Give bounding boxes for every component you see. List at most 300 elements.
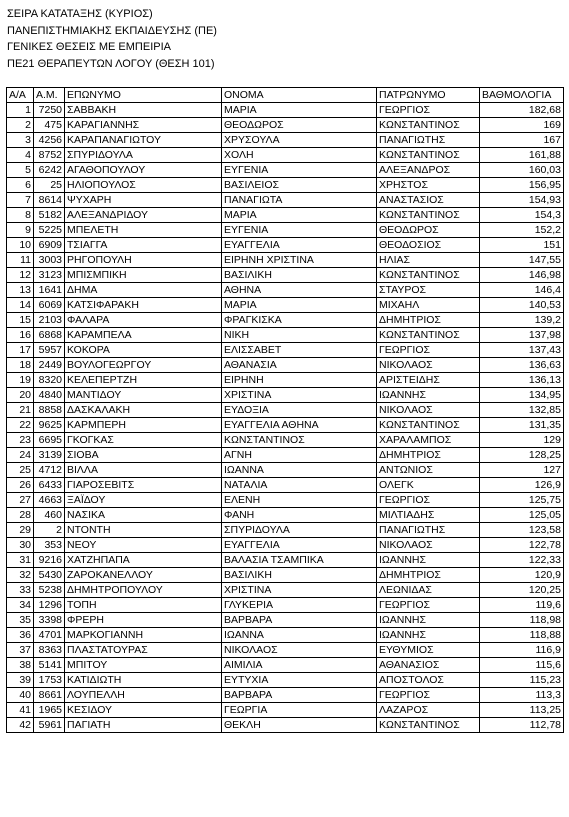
registration-number-cell: 5182 [34, 208, 65, 223]
surname-cell: ΝΤΟΝΤΗ [65, 523, 222, 538]
row-number-cell: 7 [7, 193, 34, 208]
table-header-row [7, 88, 564, 103]
score-cell: 116,9 [480, 643, 564, 658]
score-cell: 140,53 [480, 298, 564, 313]
surname-cell: ΧΑΤΖΗΠΑΠΑ [65, 553, 222, 568]
patronymic-cell: ΓΕΩΡΓΙΟΣ [377, 493, 480, 508]
registration-number-cell: 5430 [34, 568, 65, 583]
patronymic-cell: ΟΛΕΓΚ [377, 478, 480, 493]
row-number-cell: 31 [7, 553, 34, 568]
row-number-cell: 21 [7, 403, 34, 418]
surname-cell: ΔΑΣΚΑΛΑΚΗ [65, 403, 222, 418]
score-cell: 167 [480, 133, 564, 148]
score-cell: 128,25 [480, 448, 564, 463]
first-name-cell: ΕΥΑΓΓΕΛΙΑ ΑΘΗΝΑ [222, 418, 377, 433]
surname-cell: ΛΟΥΠΕΛΛΗ [65, 688, 222, 703]
surname-cell: ΝΑΣΙΚΑ [65, 508, 222, 523]
table-row [7, 553, 564, 568]
table-row [7, 718, 564, 733]
score-cell: 125,05 [480, 508, 564, 523]
first-name-cell: ΙΩΑΝΝΑ [222, 463, 377, 478]
table-row [7, 133, 564, 148]
first-name-cell: ΝΑΤΑΛΙΑ [222, 478, 377, 493]
registration-number-cell: 6069 [34, 298, 65, 313]
registration-number-cell: 2 [34, 523, 65, 538]
registration-number-cell: 5238 [34, 583, 65, 598]
first-name-cell: ΜΑΡΙΑ [222, 208, 377, 223]
row-number-cell: 37 [7, 643, 34, 658]
first-name-cell: ΓΛΥΚΕΡΙΑ [222, 598, 377, 613]
table-row [7, 523, 564, 538]
table-row [7, 418, 564, 433]
patronymic-cell: ΑΛΕΞΑΝΔΡΟΣ [377, 163, 480, 178]
patronymic-cell: ΙΩΑΝΝΗΣ [377, 628, 480, 643]
table-row [7, 658, 564, 673]
score-cell: 120,25 [480, 583, 564, 598]
surname-cell: ΤΣΙΑΓΓΑ [65, 238, 222, 253]
score-cell: 136,63 [480, 358, 564, 373]
surname-cell: ΣΙΟΒΑ [65, 448, 222, 463]
first-name-cell: ΦΡΑΓΚΙΣΚΑ [222, 313, 377, 328]
first-name-cell: ΧΟΛΗ [222, 148, 377, 163]
surname-cell: ΡΗΓΟΠΟΥΛΗ [65, 253, 222, 268]
first-name-cell: ΕΥΓΕΝΙΑ [222, 223, 377, 238]
registration-number-cell: 8858 [34, 403, 65, 418]
first-name-cell: ΕΥΔΟΞΙΑ [222, 403, 377, 418]
row-number-cell: 25 [7, 463, 34, 478]
registration-number-cell: 6909 [34, 238, 65, 253]
score-cell: 147,55 [480, 253, 564, 268]
row-number-cell: 9 [7, 223, 34, 238]
registration-number-cell: 475 [34, 118, 65, 133]
row-number-cell: 38 [7, 658, 34, 673]
table-row [7, 343, 564, 358]
row-number-cell: 39 [7, 673, 34, 688]
surname-cell: ΤΟΠΗ [65, 598, 222, 613]
row-number-cell: 27 [7, 493, 34, 508]
row-number-cell: 22 [7, 418, 34, 433]
patronymic-cell: ΧΡΗΣΤΟΣ [377, 178, 480, 193]
surname-cell: ΨΥΧΑΡΗ [65, 193, 222, 208]
document-header [7, 6, 547, 72]
row-number-cell: 36 [7, 628, 34, 643]
surname-cell: ΔΗΜΑ [65, 283, 222, 298]
registration-number-cell: 9625 [34, 418, 65, 433]
patronymic-cell: ΑΘΑΝΑΣΙΟΣ [377, 658, 480, 673]
first-name-cell: ΕΥΤΥΧΙΑ [222, 673, 377, 688]
patronymic-cell: ΕΥΘΥΜΙΟΣ [377, 643, 480, 658]
score-cell: 123,58 [480, 523, 564, 538]
score-cell: 182,68 [480, 103, 564, 118]
patronymic-cell: ΓΕΩΡΓΙΟΣ [377, 343, 480, 358]
surname-cell: ΞΑΪΔΟΥ [65, 493, 222, 508]
surname-cell: ΚΑΡΜΠΕΡΗ [65, 418, 222, 433]
score-cell: 152,2 [480, 223, 564, 238]
first-name-cell: ΝΙΚΟΛΑΟΣ [222, 643, 377, 658]
first-name-cell: ΒΑΣΙΛΕΙΟΣ [222, 178, 377, 193]
patronymic-cell: ΙΩΑΝΝΗΣ [377, 553, 480, 568]
first-name-cell: ΒΑΛΑΣΙΑ ΤΣΑΜΠΙΚΑ [222, 553, 377, 568]
surname-cell: ΒΙΛΛΑ [65, 463, 222, 478]
score-cell: 160,03 [480, 163, 564, 178]
registration-number-cell: 5225 [34, 223, 65, 238]
patronymic-cell: ΑΡΙΣΤΕΙΔΗΣ [377, 373, 480, 388]
registration-number-cell: 4701 [34, 628, 65, 643]
patronymic-cell: ΠΑΝΑΓΙΩΤΗΣ [377, 133, 480, 148]
registration-number-cell: 8363 [34, 643, 65, 658]
row-number-cell: 19 [7, 373, 34, 388]
patronymic-cell: ΝΙΚΟΛΑΟΣ [377, 403, 480, 418]
row-number-cell: 30 [7, 538, 34, 553]
score-cell: 112,78 [480, 718, 564, 733]
registration-number-cell: 3139 [34, 448, 65, 463]
row-number-cell: 16 [7, 328, 34, 343]
registration-number-cell: 5961 [34, 718, 65, 733]
row-number-cell: 6 [7, 178, 34, 193]
row-number-cell: 14 [7, 298, 34, 313]
table-row [7, 223, 564, 238]
patronymic-cell: ΧΑΡΑΛΑΜΠΟΣ [377, 433, 480, 448]
patronymic-cell: ΔΗΜΗΤΡΙΟΣ [377, 568, 480, 583]
row-number-cell: 35 [7, 613, 34, 628]
table-row [7, 298, 564, 313]
table-row [7, 253, 564, 268]
surname-cell: ΠΑΓΙΑΤΗ [65, 718, 222, 733]
score-cell: 118,88 [480, 628, 564, 643]
surname-cell: ΜΑΡΚΟΓΙΑΝΝΗ [65, 628, 222, 643]
score-cell: 115,6 [480, 658, 564, 673]
score-cell: 122,78 [480, 538, 564, 553]
score-cell: 146,98 [480, 268, 564, 283]
registration-number-cell: 8661 [34, 688, 65, 703]
row-number-cell: 24 [7, 448, 34, 463]
surname-cell: ΔΗΜΗΤΡΟΠΟΥΛΟΥ [65, 583, 222, 598]
registration-number-cell: 1965 [34, 703, 65, 718]
column-header-name: ΟΝΟΜΑ [222, 88, 377, 103]
score-cell: 151 [480, 238, 564, 253]
registration-number-cell: 1641 [34, 283, 65, 298]
first-name-cell: ΘΕΟΔΩΡΟΣ [222, 118, 377, 133]
surname-cell: ΣΠΥΡΙΔΟΥΛΑ [65, 148, 222, 163]
first-name-cell: ΒΑΡΒΑΡΑ [222, 613, 377, 628]
patronymic-cell: ΝΙΚΟΛΑΟΣ [377, 538, 480, 553]
score-cell: 154,3 [480, 208, 564, 223]
registration-number-cell: 6868 [34, 328, 65, 343]
first-name-cell: ΧΡΥΣΟΥΛΑ [222, 133, 377, 148]
row-number-cell: 18 [7, 358, 34, 373]
table-row [7, 448, 564, 463]
surname-cell: ΜΠΕΛΕΤΗ [65, 223, 222, 238]
table-row [7, 688, 564, 703]
registration-number-cell: 5957 [34, 343, 65, 358]
surname-cell: ΚΑΡΑΓΙΑΝΝΗΣ [65, 118, 222, 133]
table-row [7, 118, 564, 133]
patronymic-cell: ΚΩΝΣΤΑΝΤΙΝΟΣ [377, 328, 480, 343]
patronymic-cell: ΠΑΝΑΓΙΩΤΗΣ [377, 523, 480, 538]
first-name-cell: ΠΑΝΑΓΙΩΤΑ [222, 193, 377, 208]
score-cell: 113,25 [480, 703, 564, 718]
patronymic-cell: ΣΤΑΥΡΟΣ [377, 283, 480, 298]
education-level: ΠΑΝΕΠΙΣΤΗΜΙΑΚΗΣ ΕΚΠΑΙΔΕΥΣΗΣ (ΠΕ) [7, 24, 217, 37]
patronymic-cell: ΙΩΑΝΝΗΣ [377, 388, 480, 403]
patronymic-cell: ΓΕΩΡΓΙΟΣ [377, 688, 480, 703]
first-name-cell: ΕΥΑΓΓΕΛΙΑ [222, 538, 377, 553]
first-name-cell: ΑΓΝΗ [222, 448, 377, 463]
table-row [7, 613, 564, 628]
surname-cell: ΓΚΟΓΚΑΣ [65, 433, 222, 448]
patronymic-cell: ΛΑΖΑΡΟΣ [377, 703, 480, 718]
surname-cell: ΚΟΚΟΡΑ [65, 343, 222, 358]
row-number-cell: 17 [7, 343, 34, 358]
patronymic-cell: ΓΕΩΡΓΙΟΣ [377, 598, 480, 613]
ranking-table [6, 87, 564, 733]
surname-cell: ΚΕΛΕΠΕΡΤΖΗ [65, 373, 222, 388]
row-number-cell: 12 [7, 268, 34, 283]
score-cell: 154,93 [480, 193, 564, 208]
registration-number-cell: 2103 [34, 313, 65, 328]
table-row [7, 433, 564, 448]
registration-number-cell: 3003 [34, 253, 65, 268]
surname-cell: ΚΑΡΑΠΑΝΑΓΙΩΤΟΥ [65, 133, 222, 148]
patronymic-cell: ΚΩΝΣΤΑΝΤΙΝΟΣ [377, 418, 480, 433]
surname-cell: ΖΑΡΟΚΑΝΕΛΛΟΥ [65, 568, 222, 583]
patronymic-cell: ΚΩΝΣΤΑΝΤΙΝΟΣ [377, 718, 480, 733]
surname-cell: ΚΑΤΣΙΦΑΡΑΚΗ [65, 298, 222, 313]
table-row [7, 148, 564, 163]
first-name-cell: ΦΑΝΗ [222, 508, 377, 523]
score-cell: 131,35 [480, 418, 564, 433]
table-row [7, 643, 564, 658]
table-body [7, 103, 564, 733]
first-name-cell: ΑΘΗΝΑ [222, 283, 377, 298]
first-name-cell: ΓΕΩΡΓΙΑ [222, 703, 377, 718]
table-row [7, 583, 564, 598]
registration-number-cell: 1296 [34, 598, 65, 613]
row-number-cell: 33 [7, 583, 34, 598]
table-row [7, 163, 564, 178]
registration-number-cell: 25 [34, 178, 65, 193]
row-number-cell: 32 [7, 568, 34, 583]
score-cell: 146,4 [480, 283, 564, 298]
row-number-cell: 8 [7, 208, 34, 223]
registration-number-cell: 8752 [34, 148, 65, 163]
patronymic-cell: ΚΩΝΣΤΑΝΤΙΝΟΣ [377, 268, 480, 283]
row-number-cell: 20 [7, 388, 34, 403]
first-name-cell: ΙΩΑΝΝΑ [222, 628, 377, 643]
score-cell: 161,88 [480, 148, 564, 163]
registration-number-cell: 6695 [34, 433, 65, 448]
registration-number-cell: 1753 [34, 673, 65, 688]
row-number-cell: 5 [7, 163, 34, 178]
score-cell: 126,9 [480, 478, 564, 493]
score-cell: 169 [480, 118, 564, 133]
first-name-cell: ΕΙΡΗΝΗ [222, 373, 377, 388]
first-name-cell: ΕΥΓΕΝΙΑ [222, 163, 377, 178]
patronymic-cell: ΗΛΙΑΣ [377, 253, 480, 268]
surname-cell: ΦΡΕΡΗ [65, 613, 222, 628]
first-name-cell: ΕΛΙΣΣΑΒΕΤ [222, 343, 377, 358]
score-cell: 120,9 [480, 568, 564, 583]
table-row [7, 238, 564, 253]
table-row [7, 568, 564, 583]
first-name-cell: ΜΑΡΙΑ [222, 298, 377, 313]
score-cell: 134,95 [480, 388, 564, 403]
surname-cell: ΚΑΤΙΔΙΩΤΗ [65, 673, 222, 688]
row-number-cell: 26 [7, 478, 34, 493]
patronymic-cell: ΝΙΚΟΛΑΟΣ [377, 358, 480, 373]
first-name-cell: ΕΙΡΗΝΗ ΧΡΙΣΤΙΝΑ [222, 253, 377, 268]
surname-cell: ΚΕΣΙΔΟΥ [65, 703, 222, 718]
column-header-surname: ΕΠΩΝΥΜΟ [65, 88, 222, 103]
table-row [7, 628, 564, 643]
column-header-am: Α.Μ. [34, 88, 65, 103]
first-name-cell: ΧΡΙΣΤΙΝΑ [222, 583, 377, 598]
surname-cell: ΚΑΡΑΜΠΕΛΑ [65, 328, 222, 343]
surname-cell: ΒΟΥΛΟΓΕΩΡΓΟΥ [65, 358, 222, 373]
row-number-cell: 42 [7, 718, 34, 733]
row-number-cell: 28 [7, 508, 34, 523]
first-name-cell: ΣΠΥΡΙΔΟΥΛΑ [222, 523, 377, 538]
registration-number-cell: 4663 [34, 493, 65, 508]
patronymic-cell: ΜΙΛΤΙΑΔΗΣ [377, 508, 480, 523]
first-name-cell: ΑΙΜΙΛΙΑ [222, 658, 377, 673]
position-category: ΓΕΝΙΚΕΣ ΘΕΣΕΙΣ ΜΕ ΕΜΠΕΙΡΙΑ [7, 41, 171, 53]
row-number-cell: 3 [7, 133, 34, 148]
patronymic-cell: ΓΕΩΡΓΙΟΣ [377, 103, 480, 118]
surname-cell: ΝΕΟΥ [65, 538, 222, 553]
row-number-cell: 15 [7, 313, 34, 328]
patronymic-cell: ΛΕΩΝΙΔΑΣ [377, 583, 480, 598]
column-header-score: ΒΑΘΜΟΛΟΓΙΑ [480, 88, 564, 103]
specialty-position: ΠΕ21 ΘΕΡΑΠΕΥΤΩΝ ΛΟΓΟΥ (ΘΕΣΗ 101) [7, 57, 215, 70]
registration-number-cell: 4256 [34, 133, 65, 148]
row-number-cell: 11 [7, 253, 34, 268]
first-name-cell: ΚΩΝΣΤΑΝΤΙΝΟΣ [222, 433, 377, 448]
patronymic-cell: ΑΝΑΣΤΑΣΙΟΣ [377, 193, 480, 208]
table-row [7, 193, 564, 208]
score-cell: 132,85 [480, 403, 564, 418]
patronymic-cell: ΜΙΧΑΗΛ [377, 298, 480, 313]
registration-number-cell: 9216 [34, 553, 65, 568]
row-number-cell: 34 [7, 598, 34, 613]
row-number-cell: 40 [7, 688, 34, 703]
table-row [7, 283, 564, 298]
score-cell: 136,13 [480, 373, 564, 388]
registration-number-cell: 2449 [34, 358, 65, 373]
score-cell: 113,3 [480, 688, 564, 703]
table-row [7, 358, 564, 373]
registration-number-cell: 4840 [34, 388, 65, 403]
score-cell: 137,43 [480, 343, 564, 358]
patronymic-cell: ΘΕΟΔΟΣΙΟΣ [377, 238, 480, 253]
first-name-cell: ΜΑΡΙΑ [222, 103, 377, 118]
surname-cell: ΦΑΛΑΡΑ [65, 313, 222, 328]
patronymic-cell: ΔΗΜΗΤΡΙΟΣ [377, 448, 480, 463]
row-number-cell: 1 [7, 103, 34, 118]
surname-cell: ΠΛΑΣΤΑΤΟΥΡΑΣ [65, 643, 222, 658]
row-number-cell: 41 [7, 703, 34, 718]
registration-number-cell: 5141 [34, 658, 65, 673]
score-cell: 125,75 [480, 493, 564, 508]
surname-cell: ΑΛΕΞΑΝΔΡΙΔΟΥ [65, 208, 222, 223]
row-number-cell: 10 [7, 238, 34, 253]
table-row [7, 313, 564, 328]
table-row [7, 478, 564, 493]
registration-number-cell: 460 [34, 508, 65, 523]
surname-cell: ΜΠΙΤΟΥ [65, 658, 222, 673]
ranking-title: ΣΕΙΡΑ ΚΑΤΑΤΑΞΗΣ (ΚΥΡΙΟΣ) [7, 8, 153, 20]
score-cell: 137,98 [480, 328, 564, 343]
first-name-cell: ΕΛΕΝΗ [222, 493, 377, 508]
registration-number-cell: 4712 [34, 463, 65, 478]
first-name-cell: ΧΡΙΣΤΙΝΑ [222, 388, 377, 403]
score-cell: 119,6 [480, 598, 564, 613]
table-row [7, 388, 564, 403]
surname-cell: ΜΑΝΤΙΔΟΥ [65, 388, 222, 403]
table-row [7, 208, 564, 223]
table-row [7, 403, 564, 418]
patronymic-cell: ΑΝΤΩΝΙΟΣ [377, 463, 480, 478]
score-cell: 118,98 [480, 613, 564, 628]
table-row [7, 673, 564, 688]
score-cell: 129 [480, 433, 564, 448]
first-name-cell: ΘΕΚΛΗ [222, 718, 377, 733]
score-cell: 127 [480, 463, 564, 478]
surname-cell: ΑΓΑΘΟΠΟΥΛΟΥ [65, 163, 222, 178]
table-row [7, 493, 564, 508]
score-cell: 122,33 [480, 553, 564, 568]
column-header-patronymic: ΠΑΤΡΩΝΥΜΟ [377, 88, 480, 103]
registration-number-cell: 6433 [34, 478, 65, 493]
row-number-cell: 4 [7, 148, 34, 163]
first-name-cell: ΒΑΡΒΑΡΑ [222, 688, 377, 703]
table-row [7, 178, 564, 193]
registration-number-cell: 8320 [34, 373, 65, 388]
surname-cell: ΗΛΙΟΠΟΥΛΟΣ [65, 178, 222, 193]
registration-number-cell: 7250 [34, 103, 65, 118]
first-name-cell: ΒΑΣΙΛΙΚΗ [222, 268, 377, 283]
score-cell: 139,2 [480, 313, 564, 328]
patronymic-cell: ΔΗΜΗΤΡΙΟΣ [377, 313, 480, 328]
registration-number-cell: 6242 [34, 163, 65, 178]
first-name-cell: ΑΘΑΝΑΣΙΑ [222, 358, 377, 373]
patronymic-cell: ΑΠΟΣΤΟΛΟΣ [377, 673, 480, 688]
score-cell: 115,23 [480, 673, 564, 688]
row-number-cell: 23 [7, 433, 34, 448]
first-name-cell: ΝΙΚΗ [222, 328, 377, 343]
patronymic-cell: ΚΩΝΣΤΑΝΤΙΝΟΣ [377, 118, 480, 133]
patronymic-cell: ΙΩΑΝΝΗΣ [377, 613, 480, 628]
table-row [7, 598, 564, 613]
table-row [7, 328, 564, 343]
patronymic-cell: ΚΩΝΣΤΑΝΤΙΝΟΣ [377, 208, 480, 223]
surname-cell: ΣΑΒΒΑΚΗ [65, 103, 222, 118]
table-row [7, 103, 564, 118]
column-header-aa: Α/Α [7, 88, 34, 103]
table-row [7, 538, 564, 553]
surname-cell: ΜΠΙΣΜΠΙΚΗ [65, 268, 222, 283]
table-row [7, 703, 564, 718]
patronymic-cell: ΚΩΝΣΤΑΝΤΙΝΟΣ [377, 148, 480, 163]
table-row [7, 508, 564, 523]
table-row [7, 373, 564, 388]
row-number-cell: 2 [7, 118, 34, 133]
table-row [7, 268, 564, 283]
row-number-cell: 29 [7, 523, 34, 538]
row-number-cell: 13 [7, 283, 34, 298]
registration-number-cell: 8614 [34, 193, 65, 208]
score-cell: 156,95 [480, 178, 564, 193]
